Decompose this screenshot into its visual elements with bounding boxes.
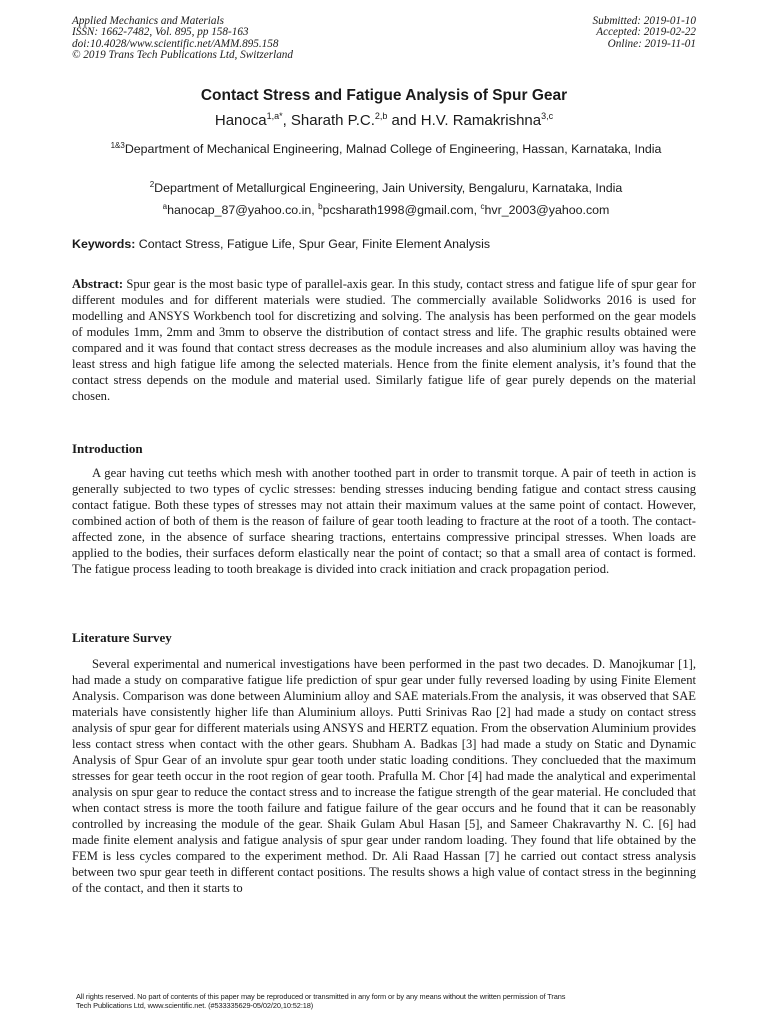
email-b: pcsharath1998@gmail.com,	[322, 203, 481, 218]
email-c: hvr_2003@yahoo.com	[484, 203, 610, 218]
email-sup: a	[162, 202, 168, 211]
section-heading-introduction: Introduction	[72, 441, 143, 456]
accepted-date: Accepted: 2019-02-22	[596, 26, 696, 39]
journal-header-left	[72, 16, 293, 61]
abstract	[72, 276, 696, 404]
author-name: Sharath P.C.	[290, 112, 375, 129]
abstract-label: Abstract:	[72, 277, 124, 291]
author-name: Hanoca	[214, 112, 267, 129]
keywords-label: Keywords:	[72, 237, 136, 251]
footer-line: Tech Publications Ltd, www.scientific.net. (#533335629-05/02/20,10:52:18)	[76, 1000, 314, 1010]
footer-line: All rights reserved. No part of contents of this paper may be reproduced or transmitted in any form or by any means without the written permission of Trans	[76, 992, 566, 1001]
online-date: Online: 2019-11-01	[607, 37, 696, 50]
author-sup: 2,b	[374, 111, 388, 121]
keywords	[72, 237, 696, 251]
author-list	[0, 111, 768, 129]
affiliation-text: Department of Mechanical Engineering, Malnad College of Engineering, Hassan, Karnataka, India	[124, 142, 662, 157]
journal-name: Applied Mechanics and Materials	[72, 15, 224, 27]
email-sup: b	[318, 202, 323, 211]
author-name: H.V. Ramakrishna	[420, 112, 542, 129]
affiliation-2	[86, 177, 686, 197]
issn-line: ISSN: 1662-7482, Vol. 895, pp 158-163	[72, 26, 249, 39]
introduction-text: A gear having cut teeths which mesh with another toothed part in order to transmit torque. A pair of teeth in action is generally subjected to two types of cyclic stresses: bending stresses inducing bending fatigue and contact stress causing contact fatigue. Both these types of stresses may not attain their maximum values at the same point of contact. However, combined action of both of them is the reason of failure of gear tooth leading to fracture at the root of a tooth. The contact-affected zone, in the absence of surface shearing tractions, entertains compressive principal stresses. When loads are applied to the bodies, their surfaces deform elastically near the point of contact; so that a small area of contact is formed. The fatigue process leading to tooth breakage is divided into crack initiation and crack propagation period.	[72, 466, 696, 576]
author-sup: 1,a*	[266, 111, 283, 121]
submitted-date: Submitted: 2019-01-10	[592, 15, 696, 27]
affiliation-sup: 2	[149, 180, 155, 189]
affiliation-sup: 1&3	[110, 141, 125, 150]
keywords-text: Contact Stress, Fatigue Life, Spur Gear, Finite Element Analysis	[135, 237, 491, 251]
email-sup: c	[480, 202, 485, 211]
email-a: hanocap_87@yahoo.co.in,	[167, 203, 319, 218]
abstract-text: Spur gear is the most basic type of parallel-axis gear. In this study, contact stress and fatigue life of spur gear for different modules and for different materials were studied. The commercially available Solidworks 2016 is used for modelling and ANSYS Workbench tool for discretizing and solving. The analysis has been performed on the gear models of modules 1mm, 2mm and 3mm to observe the distribution of contact stress and life. The graphic results obtained were compared and it was found that contact stress decreases as the module increases and also aluminium alloy was having the least stress and high fatigue life among the selected materials. Hence from the finite element analysis, it’s found that the contact stress depends on the module and material used. Similarly fatigue life of gear purely depends on the material chosen.	[72, 277, 696, 403]
author-separator: ,	[282, 112, 291, 129]
affiliation-1	[86, 138, 686, 158]
section-heading-literature-survey: Literature Survey	[72, 630, 172, 645]
affiliation-text: Department of Metallurgical Engineering, Jain University, Bengaluru, Karnataka, India	[154, 181, 623, 196]
journal-header-right	[593, 16, 696, 50]
author-separator: and	[387, 112, 421, 129]
author-sup: 3,c	[541, 111, 554, 121]
paper-title: Contact Stress and Fatigue Analysis of Spur Gear	[200, 87, 568, 104]
copyright-line: © 2019 Trans Tech Publications Ltd, Switzerland	[72, 48, 293, 61]
doi-line: doi:10.4028/www.scientific.net/AMM.895.158	[72, 37, 279, 50]
literature-survey-text: Several experimental and numerical investigations have been performed in the past two decades. D. Manojkumar [1], had made a study on comparative fatigue life prediction of spur gear under fully reversed loading by using Finite Element Analysis. Comparison was done between Aluminium alloy and SAE materials.From the analysis, it was observed that SAE materials have consistently higher life than Aluminium alloys. Putti Srinivas Rao [2] had made a study on contact stress analysis of spur gear for different materials using ANSYS and HERTZ equation. From the observation Aluminium provides less contact stress when contact with the other gears. Shubham A. Badkas [3] had made a study on Static and Dynamic Analysis of Spur Gear of an involute spur gear tooth under static loading conditions. They conclueded that the maximum stresses for gear teeth occur in the root region of gear tooth. Prafulla M. Chor [4] had made the analytical and experimental analysis on spur gear to reduce the contact stress and to increase the fatigue strength of the gear material. He concluded that when contact stress is more the tooth failure and fatigue failure of the gear occurs and he found that it can be reasonably controlled by increasing the module of the gear. Shaik Gulam Abul Hasan [5], and Sameer Chakravarthy N. C. [6] had made finite element analysis and fatigue analysis of spur gear under random loading. They found that life obtained by the FEM is less cycles compared to the experiment method. Dr. Ali Raad Hassan [7] he carried out contact stress analysis between two spur gear teeth in different contact positions. The results shows a high value of contact stress in the beginning of the contact, and then it starts to	[72, 657, 696, 895]
copyright-footer	[76, 993, 696, 1010]
email-line	[86, 199, 686, 219]
